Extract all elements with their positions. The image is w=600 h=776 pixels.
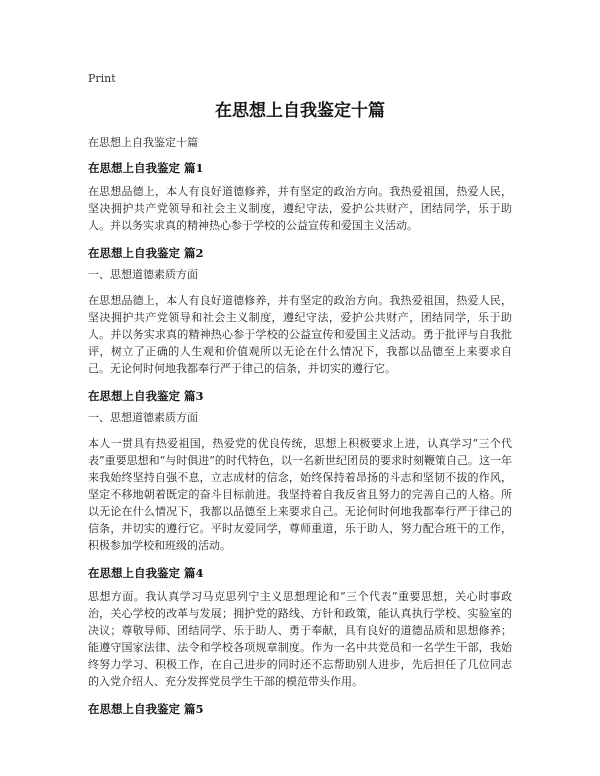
section-4 [88, 566, 512, 690]
section-3 [88, 389, 512, 554]
section-paragraph: 在思想品德上，本人有良好道德修养，并有坚定的政治方向。我热爱祖国，热爱人民，坚决拥护共产党领导和社会主义制度，遵纪守法，爱护公共财产，团结同学，乐于助人。并以务实求真的精神热心参于学校的公益宣传和爱国主义活动。 [88, 185, 512, 232]
document-subtitle: 在思想上自我鉴定十篇 [88, 136, 198, 149]
section-paragraph: 本人一贯具有热爱祖国，热爱党的优良传统，思想上积极要求上进，认真学习“三个代表”重要思想和“与时俱进”的时代特色，以一名新世纪团员的要求时刻鞭策自己。这一年来我始终坚持自强不息，立志成材的信念，始终保持着昂扬的斗志和坚韧不拔的作风，坚定不移地朝着既定的奋斗目标前进。我坚持着自我反省且努力的完善自己的人格。所以无论在什么情况下，我都以品德至上来要求自己。无论何时何地我都奉行严于律己的信条，并切实的遵行它。平时友爱同学，尊师重道，乐于助人，努力配合班干的工作，积极参加学校和班级的活动。 [88, 437, 512, 552]
section-heading: 在思想上自我鉴定 篇4 [88, 566, 204, 580]
section-paragraph: 在思想品德上，本人有良好道德修养，并有坚定的政治方向。我热爱祖国，热爱人民，坚决拥护共产党领导和社会主义制度，遵纪守法，爱护公共财产，团结同学，乐于助人。并以务实求真的精神热心参于学校的公益宣传和爱国主义活动。勇于批评与自我批评，树立了正确的人生观和价值观所以无论在什么情况下，我都以品德至上来要求自己。无论何时何地我都奉行严于律己的信条，并切实的遵行它。 [88, 294, 512, 375]
section-2 [88, 246, 512, 377]
section-heading: 在思想上自我鉴定 篇1 [88, 161, 204, 175]
section-heading: 在思想上自我鉴定 篇2 [88, 246, 204, 260]
page-title: 在思想上自我鉴定十篇 [215, 101, 385, 121]
section-heading: 在思想上自我鉴定 篇3 [88, 389, 204, 403]
section-subheading: 一、思想道德素质方面 [88, 268, 198, 281]
section-1 [88, 161, 512, 234]
print-link[interactable]: Print [88, 72, 116, 85]
section-paragraph: 思想方面。我认真学习马克思列宁主义思想理论和“三个代表”重要思想，关心时事政治，关心学校的改革与发展；拥护党的路线、方针和政策，能认真执行学校、实验室的决议；尊敬导师、团结同学、乐于助人、勇于奉献，具有良好的道德品质和思想修养；能遵守国家法律、法令和学校各项规章制度。作为一名中共党员和一名学生干部，我始终努力学习、积极工作，在自己进步的同时还不忘帮助别人进步，先后担任了几位同志的入党介绍人、充分发挥党员学生干部的模范带头作用。 [88, 590, 512, 688]
section-heading: 在思想上自我鉴定 篇5 [88, 702, 204, 716]
section-5 [88, 702, 512, 717]
document-page [88, 72, 512, 724]
section-subheading: 一、思想道德素质方面 [88, 411, 198, 424]
